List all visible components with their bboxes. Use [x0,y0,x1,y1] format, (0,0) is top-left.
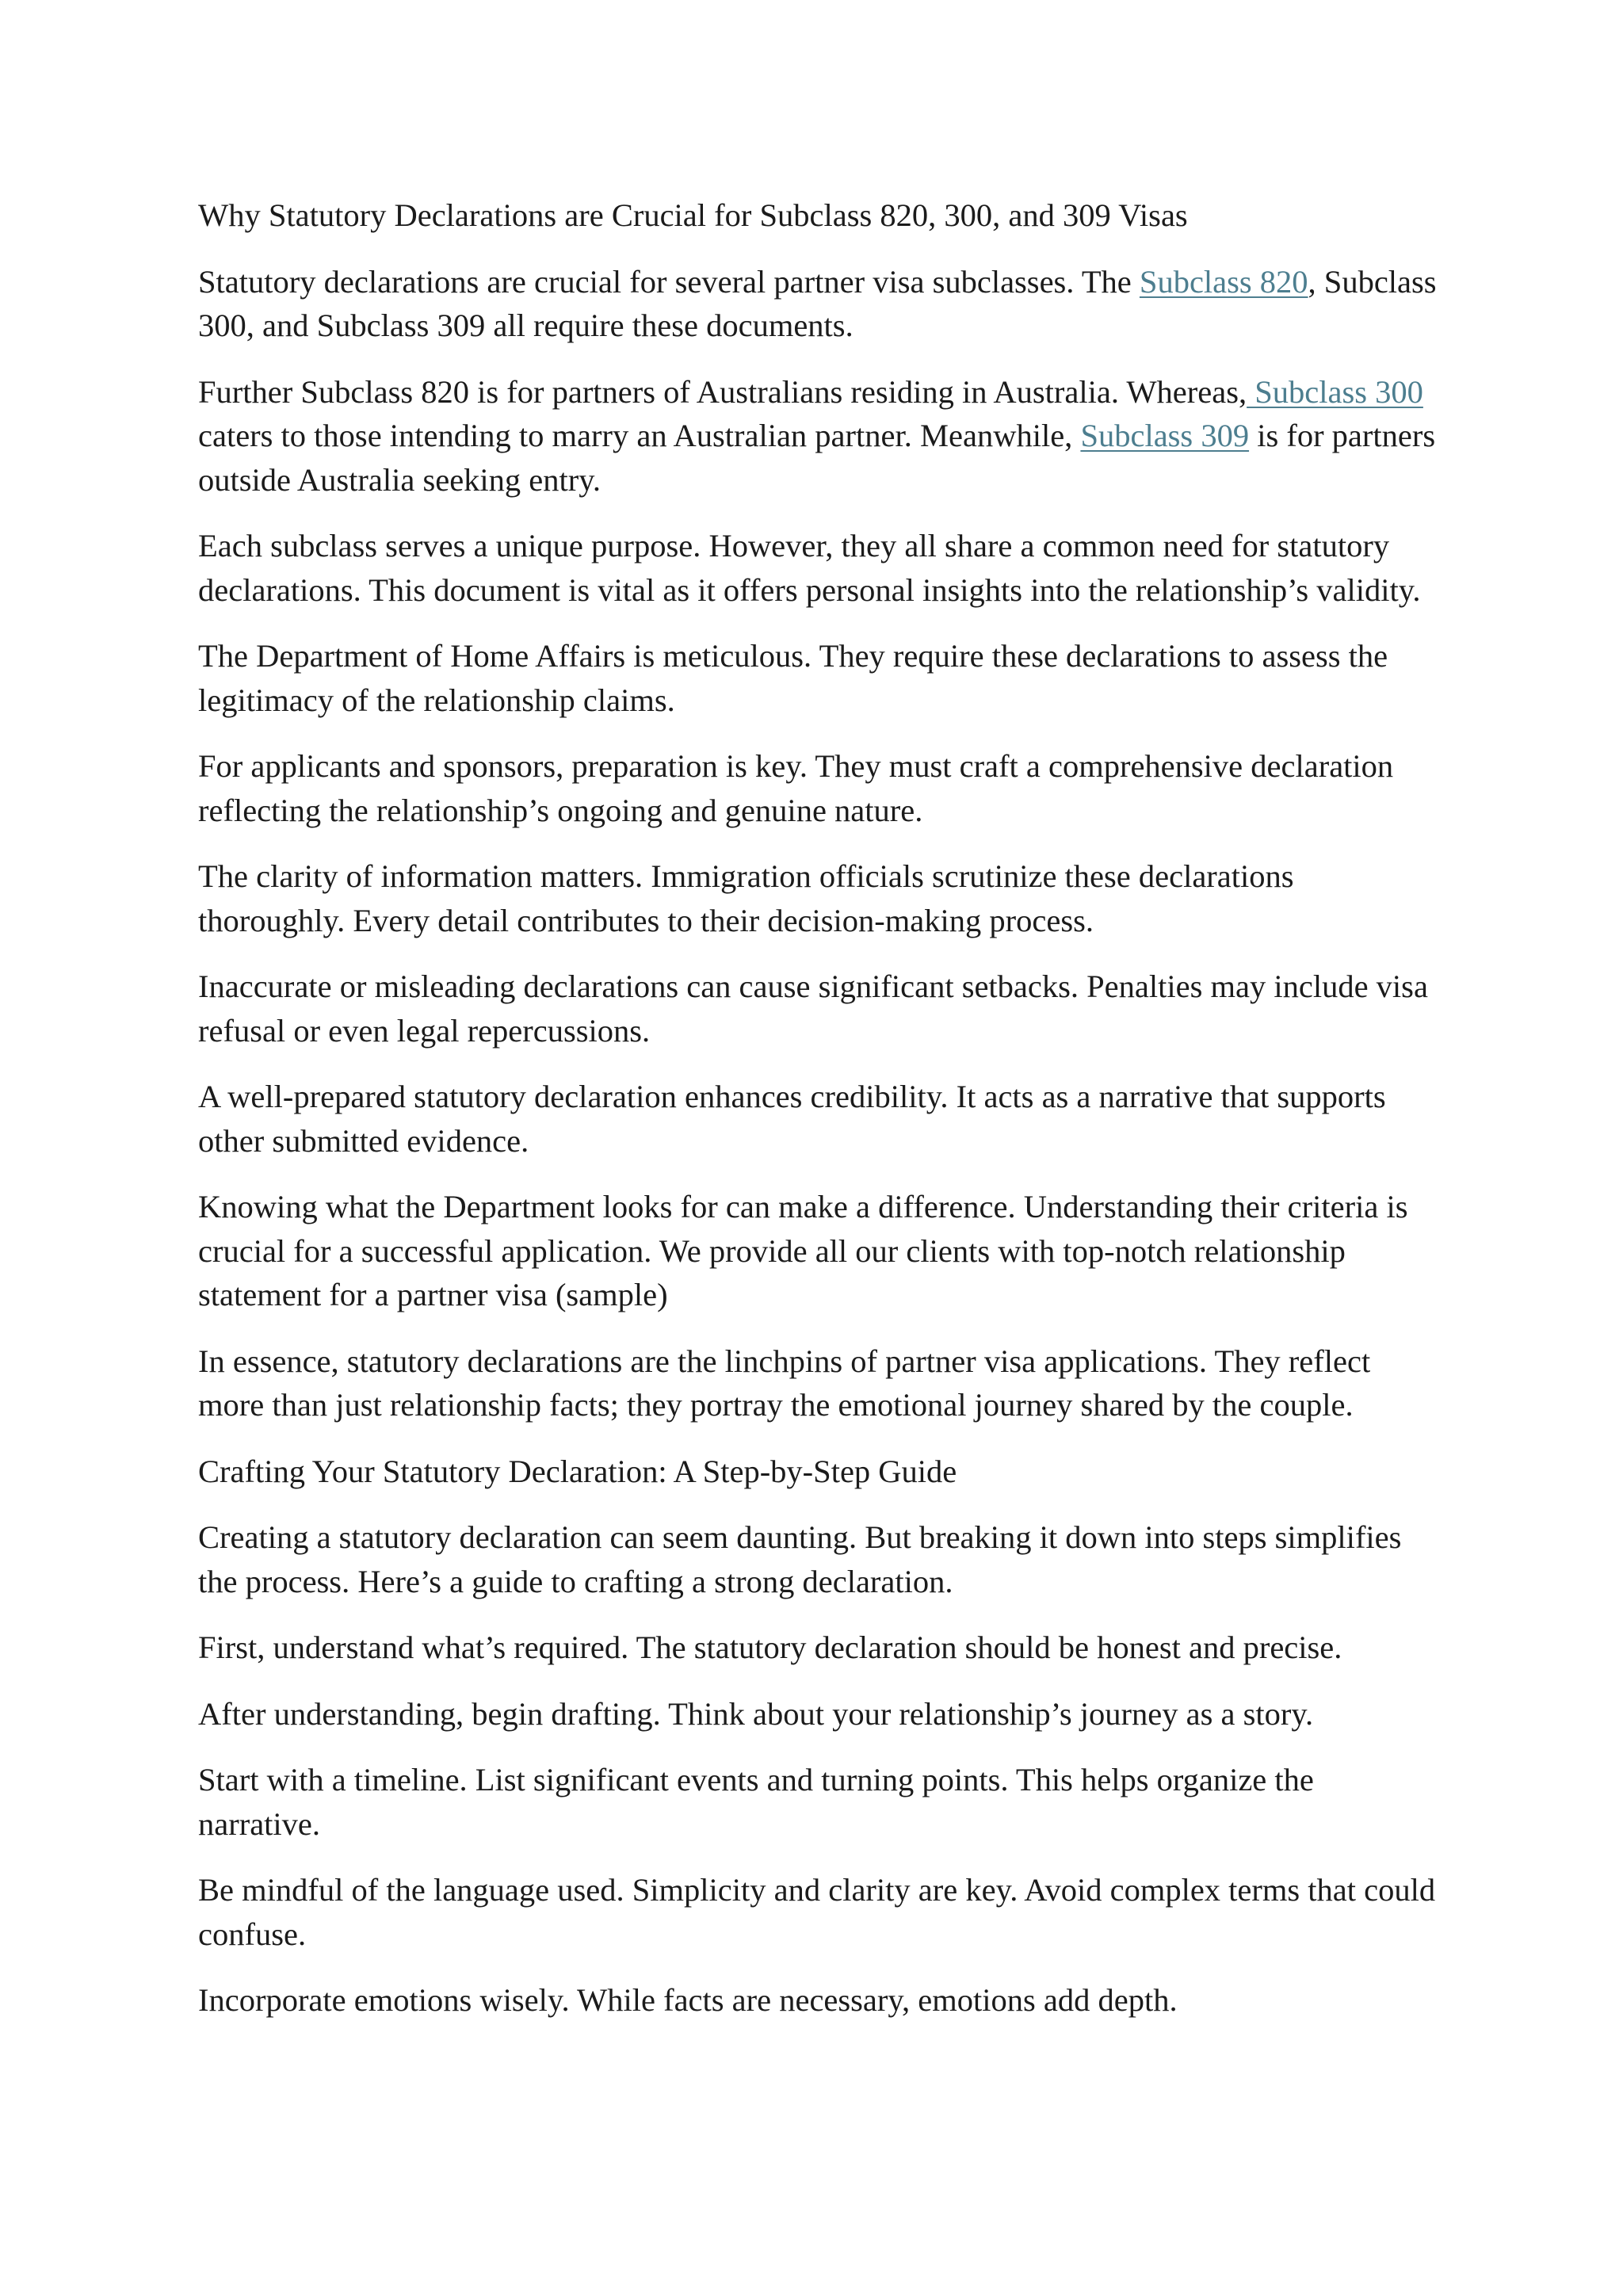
paragraph-emotions: Incorporate emotions wisely. While facts are necessary, emotions add depth. [198,1982,1178,2018]
paragraph-essence: In essence, statutory declarations are the linchpins of partner visa applications. They reflect more than just relationship facts; they portray the emotional journey shared by the couple. [198,1343,1371,1423]
paragraph-subclass-descriptions [198,370,1438,502]
link-subclass-820[interactable]: Subclass 820 [1139,263,1308,300]
paragraph-subclasses-intro [198,260,1438,348]
paragraph-credibility: A well-prepared statutory declaration enhances credibility. It acts as a narrative that supports other submitted evidence. [198,1079,1386,1159]
section-heading-crafting: Crafting Your Statutory Declaration: A Step-by-Step Guide [198,1453,957,1489]
document-body [198,193,1438,2045]
paragraph-text: is for partners outside Australia seeking entry. [198,418,1436,498]
paragraph-language: Be mindful of the language used. Simplicity and clarity are key. Avoid complex terms that could confuse. [198,1872,1436,1952]
paragraph-text: Statutory declarations are crucial for several partner visa subclasses. The [198,263,1140,300]
paragraph-drafting: After understanding, begin drafting. Think about your relationship’s journey as a story. [198,1695,1314,1732]
paragraph-penalties: Inaccurate or misleading declarations can cause significant setbacks. Penalties may include visa refusal or even legal repercussions. [198,968,1428,1049]
paragraph-department-criteria: Knowing what the Department looks for can make a difference. Understanding their criteria is crucial for a successful application. We provide all our clients with top-notch relationship statement for a partner visa (sample) [198,1189,1408,1312]
link-subclass-300[interactable]: Subclass 300 [1247,373,1423,410]
paragraph-text: Further Subclass 820 is for partners of Australians residing in Australia. Whereas, [198,373,1247,410]
paragraph-requirements: First, understand what’s required. The statutory declaration should be honest and precise. [198,1629,1342,1665]
paragraph-text: caters to those intending to marry an Australian partner. Meanwhile, [198,418,1081,453]
section-heading-why: Why Statutory Declarations are Crucial for Subclass 820, 300, and 309 Visas [198,197,1188,233]
link-subclass-309[interactable]: Subclass 309 [1080,418,1250,453]
paragraph-home-affairs: The Department of Home Affairs is meticulous. They require these declarations to assess the legitimacy of the relationship claims. [198,638,1388,718]
paragraph-text: , Subclass 300, and Subclass 309 all require these documents. [198,263,1437,343]
paragraph-unique-purpose: Each subclass serves a unique purpose. However, they all share a common need for statutory declarations. This document is vital as it offers personal insights into the relationship’s validity. [198,528,1421,608]
paragraph-timeline: Start with a timeline. List significant events and turning points. This helps organize the narrative. [198,1762,1314,1842]
paragraph-daunting: Creating a statutory declaration can seem daunting. But breaking it down into steps simplifies the process. Here’s a guide to crafting a strong declaration. [198,1519,1402,1599]
paragraph-preparation: For applicants and sponsors, preparation is key. They must craft a comprehensive declaration reflecting the relationship’s ongoing and genuine nature. [198,748,1394,828]
paragraph-clarity: The clarity of information matters. Immigration officials scrutinize these declarations thoroughly. Every detail contributes to their decision-making process. [198,858,1294,938]
